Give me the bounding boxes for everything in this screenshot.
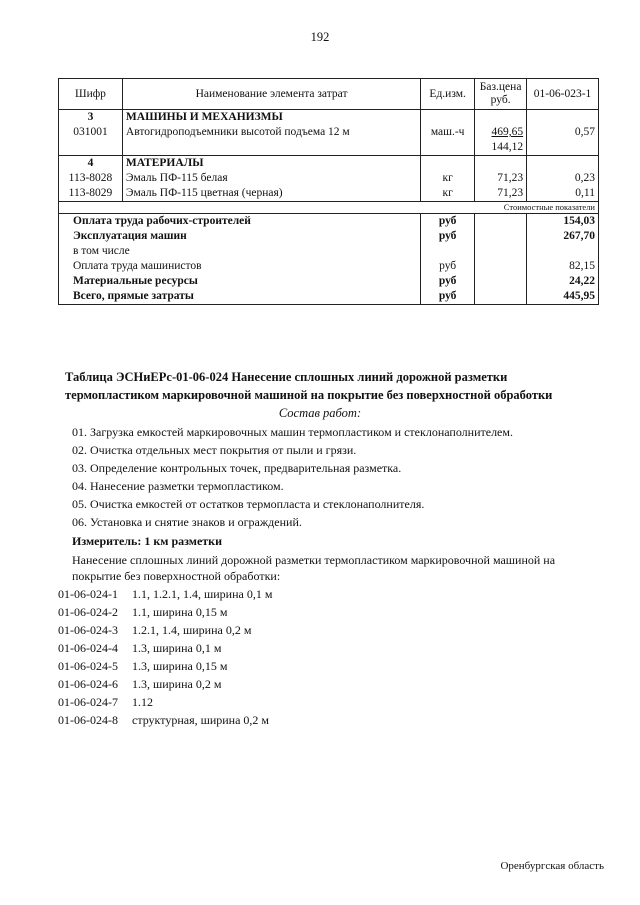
- summary-label: Эксплуатация машин: [59, 229, 421, 244]
- summary-unit: [421, 244, 475, 259]
- unit-cell: маш.-ч: [421, 110, 475, 156]
- composition-heading: Состав работ:: [278, 406, 362, 420]
- page-number: 192: [310, 30, 330, 44]
- resource-name: Автогидроподъемники высотой подъема 12 м: [125, 126, 350, 138]
- summary-unit: руб: [421, 274, 475, 289]
- table-row: [59, 229, 599, 244]
- work-item: 06. Установка и снятие знаков и ограждений.: [72, 515, 302, 529]
- summary-caption: Стоимостные показатели: [59, 202, 599, 214]
- measure-unit: Измеритель: 1 км разметки: [72, 534, 223, 548]
- norm-code: 01-06-024-3: [58, 623, 118, 637]
- description-line-2: покрытие без поверхностной обработки:: [72, 569, 281, 583]
- norm-description: 1.3, ширина 0,2 м: [132, 677, 222, 691]
- summary-value: 154,03: [527, 214, 599, 230]
- work-item: 05. Очистка емкостей от остатков термопласта и стеклонаполнителя.: [72, 497, 425, 511]
- section-cell: [122, 156, 420, 202]
- table-row: [59, 289, 599, 305]
- price-cell: 469,65 144,12: [475, 110, 527, 156]
- norm-description: 1.3, ширина 0,1 м: [132, 641, 222, 655]
- section-cell: [122, 110, 420, 156]
- resource-name: Эмаль ПФ-115 белая: [125, 172, 228, 184]
- footer-region: Оренбургская область: [500, 860, 604, 872]
- summary-value: 267,70: [527, 229, 599, 244]
- work-item: 03. Определение контрольных точек, предварительная разметка.: [72, 461, 402, 475]
- table-row: [59, 156, 599, 202]
- summary-empty: [475, 274, 527, 289]
- summary-value: 82,15: [527, 259, 599, 274]
- table-row: [59, 274, 599, 289]
- header-unit: Ед.изм.: [421, 79, 475, 110]
- summary-empty: [475, 214, 527, 230]
- price-cell: 71,23 71,23: [475, 156, 527, 202]
- summary-empty: [475, 289, 527, 305]
- norm-description: 1.2.1, 1.4, ширина 0,2 м: [132, 623, 252, 637]
- work-item: 04. Нанесение разметки термопластиком.: [72, 479, 284, 493]
- section-title: МАШИНЫ И МЕХАНИЗМЫ: [125, 111, 283, 123]
- summary-unit: руб: [421, 259, 475, 274]
- resource-code: 113-8028: [68, 172, 113, 184]
- summary-unit: руб: [421, 289, 475, 305]
- summary-label: Оплата труда рабочих-строителей: [59, 214, 421, 230]
- header-price: Баз.цена руб.: [475, 79, 527, 110]
- summary-empty: [475, 229, 527, 244]
- work-item: 02. Очистка отдельных мест покрытия от пыли и грязи.: [72, 443, 357, 457]
- description-line-1: Нанесение сплошных линий дорожной разметки термопластиком маркировочной машиной на: [72, 553, 556, 567]
- norm-code: 01-06-024-6: [58, 677, 118, 691]
- summary-value: 445,95: [527, 289, 599, 305]
- section-number: 3 031001: [59, 110, 123, 156]
- norm-code: 01-06-024-1: [58, 587, 118, 601]
- section-title: МАТЕРИАЛЫ: [125, 157, 204, 169]
- resource-name: Эмаль ПФ-115 цветная (черная): [125, 187, 283, 199]
- work-item: 01. Загрузка емкостей маркировочных машин термопластиком и стеклонаполнителем.: [72, 425, 513, 439]
- summary-unit: руб: [421, 229, 475, 244]
- table-row: [59, 259, 599, 274]
- summary-label: Всего, прямые затраты: [59, 289, 421, 305]
- summary-value: [527, 244, 599, 259]
- norm-description: 1.1, 1.2.1, 1.4, ширина 0,1 м: [132, 587, 273, 601]
- summary-value: 24,22: [527, 274, 599, 289]
- norm-code: 01-06-024-4: [58, 641, 118, 655]
- header-name: Наименование элемента затрат: [122, 79, 420, 110]
- summary-caption-row: [59, 202, 599, 214]
- section-number: 4 113-8028 113-8029: [59, 156, 123, 202]
- norm-value: 0,57: [527, 110, 599, 156]
- norm-value: 0,23 0,11: [527, 156, 599, 202]
- resource-code: 031001: [73, 126, 108, 138]
- norm-code: 01-06-024-8: [58, 713, 118, 727]
- summary-label: Материальные ресурсы: [59, 274, 421, 289]
- summary-label: в том числе: [59, 244, 421, 259]
- table-title-line-2: термопластиком маркировочной машиной на покрытие без поверхностной обработки: [65, 388, 553, 402]
- norm-description: структурная, ширина 0,2 м: [132, 713, 270, 727]
- norm-description: 1.3, ширина 0,15 м: [132, 659, 228, 673]
- table-title-line-1: Таблица ЭСНиЕРс-01-06-024 Нанесение сплошных линий дорожной разметки: [65, 370, 508, 384]
- summary-label: Оплата труда машинистов: [59, 259, 421, 274]
- table-row: [59, 244, 599, 259]
- summary-empty: [475, 259, 527, 274]
- norm-description: 1.1, ширина 0,15 м: [132, 605, 228, 619]
- resource-code: 113-8029: [68, 187, 113, 199]
- norm-description: 1.12: [132, 695, 153, 709]
- norm-code: 01-06-024-2: [58, 605, 118, 619]
- table-row: [59, 110, 599, 156]
- header-code: Шифр: [59, 79, 123, 110]
- table-header-row: [59, 79, 599, 110]
- summary-unit: руб: [421, 214, 475, 230]
- summary-empty: [475, 244, 527, 259]
- table-row: [59, 214, 599, 230]
- unit-cell: кг кг: [421, 156, 475, 202]
- header-norm: 01-06-023-1: [527, 79, 599, 110]
- norm-code: 01-06-024-7: [58, 695, 118, 709]
- norm-code: 01-06-024-5: [58, 659, 118, 673]
- resource-table: [58, 78, 599, 305]
